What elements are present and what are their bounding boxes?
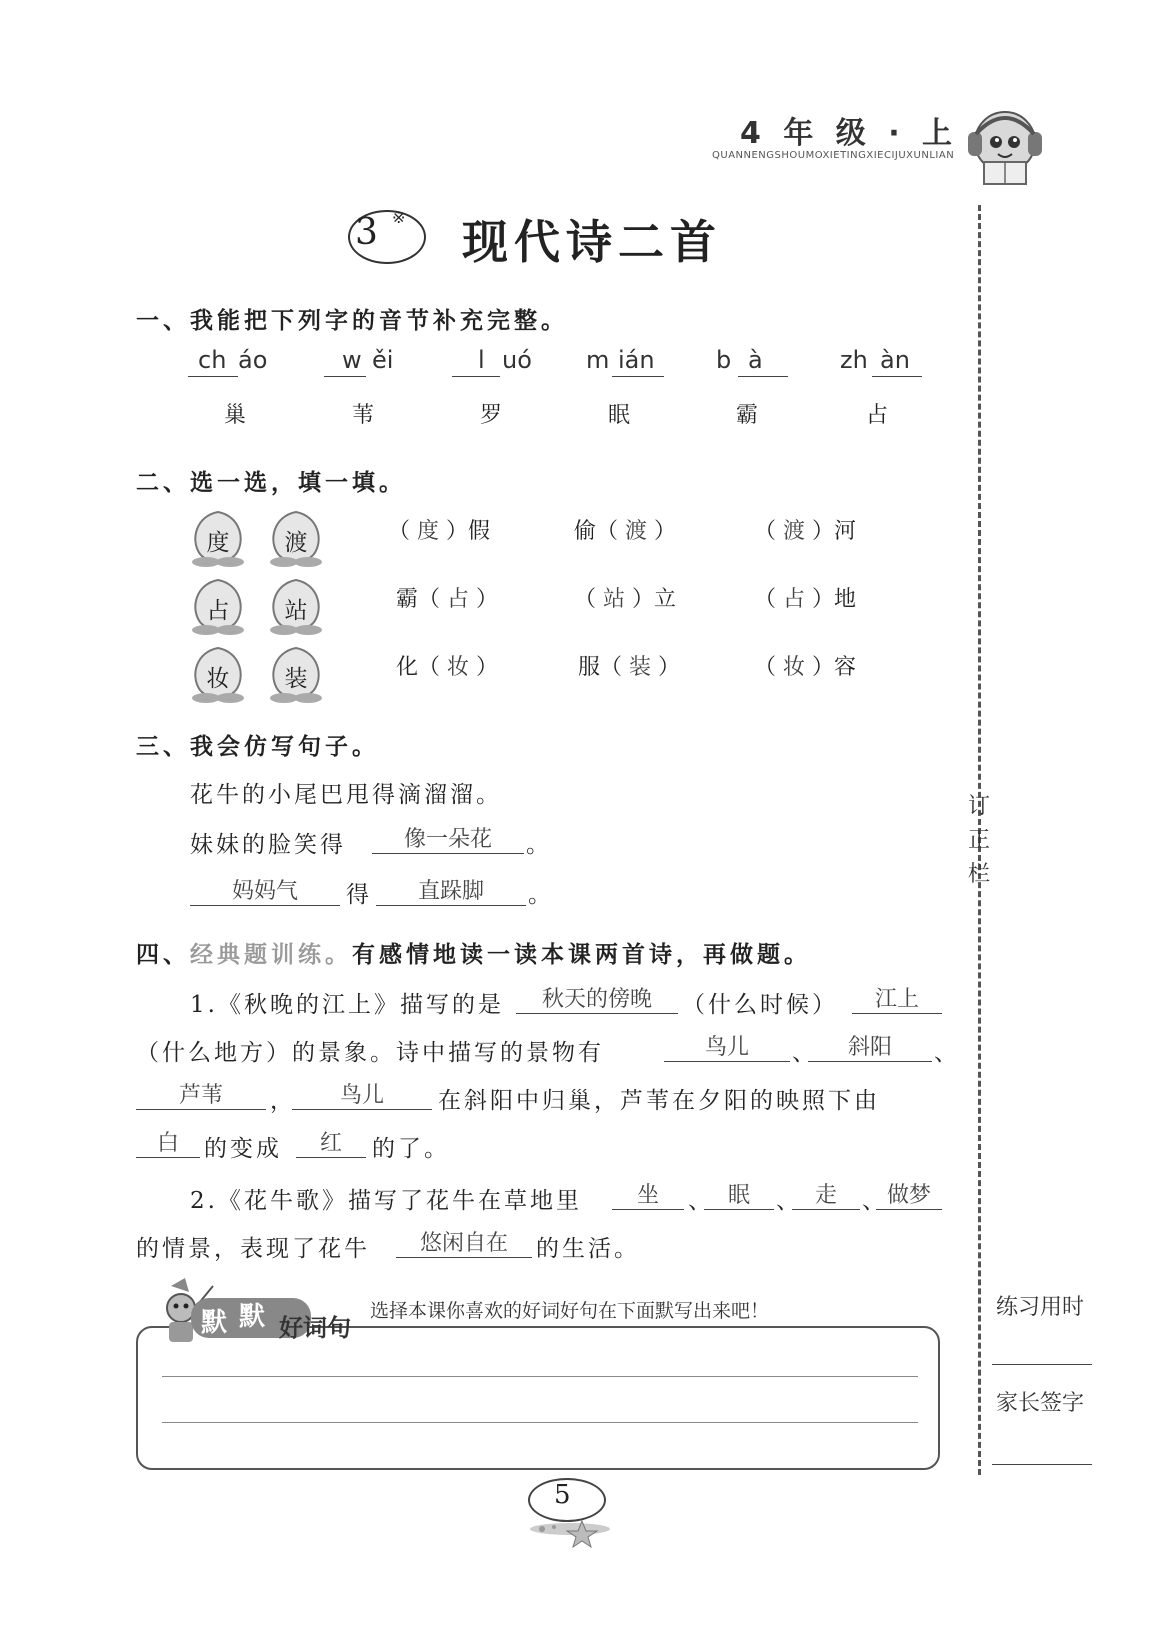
q1-text-b: （什么时候）: [682, 992, 838, 1018]
mascot-icon: [962, 98, 1048, 188]
parent-signature-label: 家长签字: [996, 1391, 1085, 1416]
blank-pre: 偷（: [574, 519, 625, 544]
blank-post: ）地: [805, 587, 857, 612]
pinyin-fill: à: [748, 346, 763, 374]
q2-text-a: 2.《花牛歌》描写了花牛在草地里: [190, 1188, 582, 1214]
blank-item: [578, 650, 680, 681]
q1-answer-scene-4[interactable]: 鸟儿: [292, 1078, 432, 1110]
grade-label: 4 年 级 · 上: [740, 116, 959, 151]
blank-answer[interactable]: 站: [603, 587, 626, 612]
answer-line[interactable]: [188, 376, 238, 377]
q1-sep-3: ，: [270, 1088, 296, 1114]
q1-answer-scene-2[interactable]: 斜阳: [808, 1030, 932, 1062]
pinyin-given: b: [716, 346, 732, 374]
q1-text-g: 的了。: [372, 1136, 450, 1162]
option-char: 占: [206, 598, 230, 624]
sentence-3-mid: 得: [346, 882, 372, 908]
q1-sep-2: 、: [934, 1040, 960, 1066]
blank-pre: 化（: [396, 655, 447, 680]
correction-column-label: 订正栏: [968, 794, 991, 887]
blank-pre: （: [754, 587, 783, 612]
blank-item: [754, 582, 856, 613]
dictation-box[interactable]: [136, 1326, 940, 1470]
dictation-line[interactable]: [162, 1376, 918, 1377]
blank-post: ）: [469, 655, 499, 680]
q1-text-a: 1.《秋晚的江上》描写的是: [190, 992, 504, 1018]
star-decoration-icon: [522, 1515, 618, 1551]
q2-answer-2[interactable]: 眠: [704, 1178, 774, 1210]
blank-item: [754, 514, 856, 545]
option-peach-4: [264, 574, 328, 640]
pinyin-given: uó: [502, 346, 532, 374]
q1-text-c: （什么地方）的景象。诗中描写的景物有: [136, 1040, 604, 1066]
pinyin-strip: QUANNENGSHOUMOXIETINGXIECIJUXUNLIAN: [712, 150, 955, 161]
practice-time-field[interactable]: [992, 1364, 1092, 1365]
q2-sep-1: 、: [688, 1188, 714, 1214]
q1-answer-scene-1[interactable]: 鸟儿: [664, 1030, 790, 1062]
blank-pre: （: [388, 519, 417, 544]
section4-heading-text: 有感情地读一读本课两首诗，再做题。: [352, 942, 811, 968]
section2-heading: 二、选一选，填一填。: [136, 470, 406, 496]
blank-pre: （: [754, 655, 783, 680]
q1-answer-when[interactable]: 秋天的傍晚: [516, 982, 678, 1014]
sentence-3-answer-b[interactable]: 直跺脚: [376, 874, 526, 906]
q2-text-c: 的生活。: [536, 1236, 640, 1262]
blank-post: ）: [469, 587, 499, 612]
q2-answer-4[interactable]: 做梦: [876, 1178, 942, 1210]
section4-heading-tag: 经典题训练。: [190, 942, 352, 968]
q2-answer-5[interactable]: 悠闲自在: [396, 1226, 532, 1258]
option-char: 站: [284, 598, 308, 624]
pinyin-fill: ián: [618, 346, 655, 374]
q1-answer-to[interactable]: 红: [296, 1126, 366, 1158]
answer-line[interactable]: [324, 376, 366, 377]
page-number: 5: [554, 1480, 571, 1510]
option-char: 度: [206, 530, 230, 556]
option-char: 装: [284, 666, 308, 692]
sentence-2-end: 。: [526, 832, 552, 858]
char-6: 占: [866, 403, 889, 428]
q2-text-b: 的情景，表现了花牛: [136, 1236, 370, 1262]
q2-answer-1[interactable]: 坐: [612, 1178, 684, 1210]
q2-answer-3[interactable]: 走: [792, 1178, 860, 1210]
option-peach-5: [186, 642, 250, 708]
q1-answer-scene-3[interactable]: 芦苇: [136, 1078, 266, 1110]
answer-line[interactable]: [612, 376, 664, 377]
blank-item: [574, 514, 676, 545]
blank-post: ）假: [439, 519, 491, 544]
option-peach-1: [186, 506, 250, 572]
example-sentence: 花牛的小尾巴甩得滴溜溜。: [190, 782, 502, 808]
blank-answer[interactable]: 装: [629, 655, 652, 680]
char-4: 眠: [608, 403, 631, 428]
option-peach-6: [264, 642, 328, 708]
q1-answer-from[interactable]: 白: [136, 1126, 200, 1158]
blank-answer[interactable]: 妆: [783, 655, 806, 680]
blank-post: ）立: [625, 587, 677, 612]
pinyin-given: zh: [840, 346, 868, 374]
char-1: 巢: [224, 403, 247, 428]
char-3: 罗: [480, 403, 503, 428]
blank-item: [754, 650, 856, 681]
char-5: 霸: [736, 403, 759, 428]
blank-pre: 霸（: [396, 587, 447, 612]
section1-heading: 一、我能把下列字的音节补充完整。: [136, 308, 568, 334]
blank-pre: 服（: [578, 655, 629, 680]
option-peach-3: [186, 574, 250, 640]
blank-item: [574, 582, 676, 613]
option-peach-2: [264, 506, 328, 572]
sentence-3-answer-a[interactable]: 妈妈气: [190, 874, 340, 906]
section3-heading: 三、我会仿写句子。: [136, 734, 379, 760]
badge-char-1: 默: [201, 1308, 228, 1338]
answer-line[interactable]: [738, 376, 788, 377]
blank-item: [396, 582, 498, 613]
q1-sep-1: 、: [792, 1040, 818, 1066]
lesson-number: 3: [355, 212, 378, 253]
page-title: 现代诗二首: [462, 215, 722, 269]
pinyin-fill: ch: [198, 346, 227, 374]
sentence-3-end: 。: [528, 882, 554, 908]
blank-answer[interactable]: 度: [417, 519, 440, 544]
pinyin-given: m: [586, 346, 610, 374]
blank-answer[interactable]: 渡: [625, 519, 648, 544]
practice-time-label: 练习用时: [996, 1295, 1085, 1320]
badge-label: 好词句: [279, 1314, 351, 1342]
blank-post: ）: [647, 519, 677, 544]
blank-post: ）: [651, 655, 681, 680]
pinyin-given: ěi: [372, 346, 394, 374]
option-char: 渡: [284, 530, 308, 556]
q2-sep-3: 、: [862, 1188, 888, 1214]
blank-answer[interactable]: 占: [447, 587, 470, 612]
blank-post: ）容: [805, 655, 857, 680]
pinyin-fill: l: [478, 346, 485, 374]
sentence-2-prefix: 妹妹的脸笑得: [190, 832, 346, 858]
dictation-hint: 选择本课你喜欢的好词好句在下面默写出来吧！: [370, 1300, 770, 1322]
blank-post: ）河: [805, 519, 857, 544]
q1-text-e: 的变成: [204, 1136, 282, 1162]
section4-heading-num: 四、: [136, 942, 190, 968]
blank-item: [388, 514, 490, 545]
parent-signature-field[interactable]: [992, 1464, 1092, 1465]
pinyin-given: áo: [238, 346, 268, 374]
blank-pre: （: [754, 519, 783, 544]
pinyin-fill: àn: [880, 346, 910, 374]
lesson-mark: ※: [392, 208, 406, 227]
q1-answer-where[interactable]: 江上: [852, 982, 942, 1014]
section4-heading: [136, 936, 811, 969]
pinyin-fill: w: [342, 346, 362, 374]
blank-answer[interactable]: 占: [783, 587, 806, 612]
answer-line[interactable]: [452, 376, 500, 377]
q2-sep-2: 、: [776, 1188, 802, 1214]
blank-pre: （: [574, 587, 603, 612]
blank-answer[interactable]: 渡: [783, 519, 806, 544]
badge-char-2: 默: [239, 1302, 266, 1332]
dictation-badge: [155, 1278, 355, 1346]
blank-item: [396, 650, 498, 681]
dictation-line[interactable]: [162, 1422, 918, 1423]
sentence-2-answer[interactable]: 像一朵花: [372, 822, 524, 854]
q1-text-d: 在斜阳中归巢，芦苇在夕阳的映照下由: [438, 1088, 880, 1114]
blank-answer[interactable]: 妆: [447, 655, 470, 680]
char-2: 苇: [352, 403, 375, 428]
option-char: 妆: [206, 666, 230, 692]
answer-line[interactable]: [872, 376, 922, 377]
